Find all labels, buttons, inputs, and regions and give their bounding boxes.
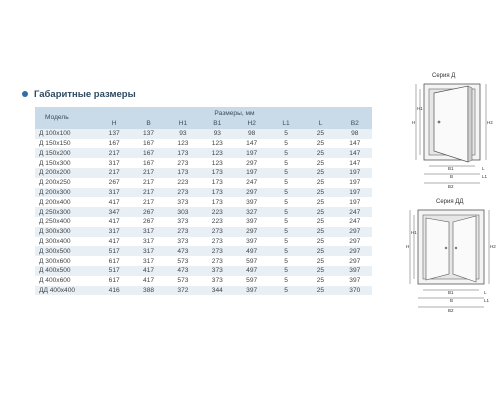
drawing-series-dd <box>404 196 496 314</box>
value-cell: 517 <box>97 266 131 276</box>
value-cell: 317 <box>131 256 165 266</box>
value-cell: 273 <box>166 227 200 237</box>
dim-h-label: H <box>412 120 416 125</box>
dim-b2-label: B2 <box>448 184 454 189</box>
value-cell: 597 <box>235 276 269 286</box>
drawing-series-d-label: Серия Д <box>432 73 456 79</box>
value-cell: 317 <box>97 227 131 237</box>
value-cell: 25 <box>303 139 337 149</box>
value-cell: 5 <box>269 197 303 207</box>
value-cell: 347 <box>97 207 131 217</box>
value-cell: 147 <box>235 139 269 149</box>
value-cell: 173 <box>200 197 234 207</box>
door-edge <box>468 86 472 162</box>
value-cell: 223 <box>200 207 234 217</box>
value-cell: 267 <box>131 207 165 217</box>
value-cell: 137 <box>97 129 131 139</box>
table-row <box>35 168 372 178</box>
value-cell: 217 <box>97 168 131 178</box>
value-cell: 297 <box>338 256 372 266</box>
value-cell: 5 <box>269 148 303 158</box>
value-cell: 123 <box>200 139 234 149</box>
value-cell: 167 <box>131 139 165 149</box>
section-heading <box>22 86 136 102</box>
value-cell: 223 <box>166 178 200 188</box>
value-cell: 25 <box>303 276 337 286</box>
value-cell: 25 <box>303 217 337 227</box>
dim-b-label: B <box>450 298 454 303</box>
value-cell: 267 <box>131 217 165 227</box>
value-cell: 417 <box>131 276 165 286</box>
table-row <box>35 158 372 168</box>
table-row <box>35 237 372 247</box>
model-cell: Д 300х500 <box>35 246 97 256</box>
value-cell: 123 <box>200 158 234 168</box>
value-cell: 123 <box>200 148 234 158</box>
table-row <box>35 286 372 296</box>
table-header-row <box>35 107 372 119</box>
value-cell: 297 <box>338 246 372 256</box>
value-cell: 223 <box>200 217 234 227</box>
value-cell: 197 <box>235 148 269 158</box>
value-cell: 173 <box>166 148 200 158</box>
dim-l-label: L <box>482 166 485 171</box>
value-cell: 273 <box>200 227 234 237</box>
model-cell: Д 250х400 <box>35 217 97 227</box>
column-header: L <box>303 119 337 129</box>
value-cell: 25 <box>303 256 337 266</box>
value-cell: 93 <box>166 129 200 139</box>
value-cell: 303 <box>166 207 200 217</box>
value-cell: 297 <box>338 227 372 237</box>
value-cell: 197 <box>338 178 372 188</box>
table-body <box>35 129 372 296</box>
value-cell: 25 <box>303 188 337 198</box>
value-cell: 397 <box>235 217 269 227</box>
value-cell: 297 <box>235 227 269 237</box>
value-cell: 417 <box>97 217 131 227</box>
value-cell: 173 <box>200 168 234 178</box>
table-row <box>35 276 372 286</box>
value-cell: 297 <box>338 237 372 247</box>
value-cell: 147 <box>338 148 372 158</box>
dim-b2-label: B2 <box>448 308 454 313</box>
value-cell: 197 <box>338 197 372 207</box>
value-cell: 217 <box>131 178 165 188</box>
model-cell: Д 400х500 <box>35 266 97 276</box>
value-cell: 397 <box>235 237 269 247</box>
value-cell: 397 <box>235 286 269 296</box>
value-cell: 25 <box>303 158 337 168</box>
value-cell: 517 <box>97 246 131 256</box>
model-cell: Д 400х600 <box>35 276 97 286</box>
value-cell: 397 <box>338 276 372 286</box>
value-cell: 267 <box>97 178 131 188</box>
value-cell: 473 <box>166 246 200 256</box>
column-header: L1 <box>269 119 303 129</box>
lock-right-icon <box>455 247 457 249</box>
value-cell: 93 <box>200 129 234 139</box>
value-cell: 573 <box>166 276 200 286</box>
value-cell: 167 <box>97 139 131 149</box>
value-cell: 273 <box>166 188 200 198</box>
value-cell: 98 <box>338 129 372 139</box>
value-cell: 25 <box>303 286 337 296</box>
table-row <box>35 207 372 217</box>
model-cell: Д 150х300 <box>35 158 97 168</box>
value-cell: 5 <box>269 237 303 247</box>
value-cell: 497 <box>235 246 269 256</box>
model-cell: Д 250х300 <box>35 207 97 217</box>
value-cell: 25 <box>303 197 337 207</box>
dim-h1-label: H1 <box>411 230 417 235</box>
value-cell: 497 <box>235 266 269 276</box>
value-cell: 247 <box>235 178 269 188</box>
table-row <box>35 148 372 158</box>
value-cell: 5 <box>269 158 303 168</box>
value-cell: 573 <box>166 256 200 266</box>
column-header: B2 <box>338 119 372 129</box>
value-cell: 617 <box>97 256 131 266</box>
dim-l1-label: L1 <box>484 298 490 303</box>
value-cell: 197 <box>338 168 372 178</box>
value-cell: 25 <box>303 207 337 217</box>
value-cell: 344 <box>200 286 234 296</box>
value-cell: 373 <box>200 266 234 276</box>
column-header: H2 <box>235 119 269 129</box>
model-cell: Д 300х400 <box>35 237 97 247</box>
model-cell: Д 200х250 <box>35 178 97 188</box>
column-header: B1 <box>200 119 234 129</box>
value-cell: 5 <box>269 207 303 217</box>
column-header: H1 <box>166 119 200 129</box>
value-cell: 5 <box>269 139 303 149</box>
value-cell: 597 <box>235 256 269 266</box>
value-cell: 5 <box>269 217 303 227</box>
value-cell: 5 <box>269 256 303 266</box>
model-cell: Д 200х300 <box>35 188 97 198</box>
value-cell: 25 <box>303 237 337 247</box>
value-cell: 273 <box>200 237 234 247</box>
value-cell: 317 <box>131 246 165 256</box>
table-row <box>35 266 372 276</box>
table-row <box>35 178 372 188</box>
value-cell: 5 <box>269 227 303 237</box>
value-cell: 123 <box>166 139 200 149</box>
model-cell: Д 200х400 <box>35 197 97 207</box>
value-cell: 247 <box>338 217 372 227</box>
dim-l1-label: L1 <box>482 174 488 179</box>
value-cell: 373 <box>166 197 200 207</box>
value-cell: 173 <box>200 188 234 198</box>
value-cell: 317 <box>97 188 131 198</box>
value-cell: 173 <box>200 178 234 188</box>
model-header: Модель <box>35 107 97 129</box>
dim-h-label: H <box>406 244 410 249</box>
value-cell: 167 <box>131 158 165 168</box>
value-cell: 417 <box>97 237 131 247</box>
value-cell: 217 <box>131 168 165 178</box>
value-cell: 397 <box>338 266 372 276</box>
table-row <box>35 139 372 149</box>
value-cell: 197 <box>338 188 372 198</box>
lock-icon <box>438 121 441 124</box>
value-cell: 397 <box>235 197 269 207</box>
table-row <box>35 227 372 237</box>
value-cell: 25 <box>303 227 337 237</box>
value-cell: 373 <box>166 237 200 247</box>
value-cell: 417 <box>131 266 165 276</box>
table-row <box>35 246 372 256</box>
value-cell: 473 <box>166 266 200 276</box>
value-cell: 5 <box>269 266 303 276</box>
value-cell: 297 <box>235 158 269 168</box>
drawing-series-dd-label: Серия ДД <box>436 199 464 205</box>
table-row <box>35 197 372 207</box>
value-cell: 370 <box>338 286 372 296</box>
value-cell: 25 <box>303 129 337 139</box>
value-cell: 327 <box>235 207 269 217</box>
value-cell: 372 <box>166 286 200 296</box>
value-cell: 5 <box>269 178 303 188</box>
model-cell: Д 150х200 <box>35 148 97 158</box>
value-cell: 317 <box>131 237 165 247</box>
value-cell: 5 <box>269 168 303 178</box>
model-cell: Д 150х150 <box>35 139 97 149</box>
dim-b1-label: B1 <box>448 290 454 295</box>
value-cell: 273 <box>200 246 234 256</box>
value-cell: 416 <box>97 286 131 296</box>
section-title-text: Габаритные размеры <box>34 88 136 100</box>
value-cell: 25 <box>303 148 337 158</box>
column-header: H <box>97 119 131 129</box>
value-cell: 5 <box>269 276 303 286</box>
value-cell: 417 <box>97 197 131 207</box>
drawing-series-d <box>410 70 496 190</box>
value-cell: 25 <box>303 178 337 188</box>
column-header: B <box>131 119 165 129</box>
group-header: Размеры, мм <box>97 107 372 119</box>
dimensions-table <box>35 107 372 295</box>
table-head <box>35 107 372 129</box>
value-cell: 5 <box>269 286 303 296</box>
model-cell: Д 200х200 <box>35 168 97 178</box>
dim-h2-label: H2 <box>490 244 496 249</box>
model-cell: Д 300х300 <box>35 227 97 237</box>
model-cell: Д 300х600 <box>35 256 97 266</box>
dim-h2-label: H2 <box>487 120 493 125</box>
value-cell: 617 <box>97 276 131 286</box>
dim-l-label: L <box>484 290 487 295</box>
table-row <box>35 129 372 139</box>
value-cell: 373 <box>166 217 200 227</box>
value-cell: 388 <box>131 286 165 296</box>
value-cell: 217 <box>97 148 131 158</box>
table-row <box>35 217 372 227</box>
value-cell: 5 <box>269 246 303 256</box>
bullet-icon <box>22 91 28 97</box>
value-cell: 25 <box>303 266 337 276</box>
value-cell: 167 <box>131 148 165 158</box>
dim-h1-label: H1 <box>417 106 423 111</box>
value-cell: 173 <box>166 168 200 178</box>
value-cell: 197 <box>235 168 269 178</box>
value-cell: 273 <box>166 158 200 168</box>
dim-b-label: B <box>450 174 454 179</box>
value-cell: 137 <box>131 129 165 139</box>
value-cell: 217 <box>131 188 165 198</box>
value-cell: 25 <box>303 246 337 256</box>
value-cell: 247 <box>338 207 372 217</box>
value-cell: 5 <box>269 129 303 139</box>
value-cell: 217 <box>131 197 165 207</box>
value-cell: 373 <box>200 276 234 286</box>
value-cell: 25 <box>303 168 337 178</box>
value-cell: 273 <box>200 256 234 266</box>
dim-b1-label: B1 <box>448 166 454 171</box>
value-cell: 147 <box>338 158 372 168</box>
model-cell: ДД 400х400 <box>35 286 97 296</box>
value-cell: 98 <box>235 129 269 139</box>
door-panel <box>434 86 468 162</box>
value-cell: 297 <box>235 188 269 198</box>
value-cell: 147 <box>338 139 372 149</box>
table-row <box>35 256 372 266</box>
table-row <box>35 188 372 198</box>
value-cell: 317 <box>131 227 165 237</box>
value-cell: 317 <box>97 158 131 168</box>
value-cell: 5 <box>269 188 303 198</box>
model-cell: Д 100х100 <box>35 129 97 139</box>
lock-left-icon <box>445 247 447 249</box>
